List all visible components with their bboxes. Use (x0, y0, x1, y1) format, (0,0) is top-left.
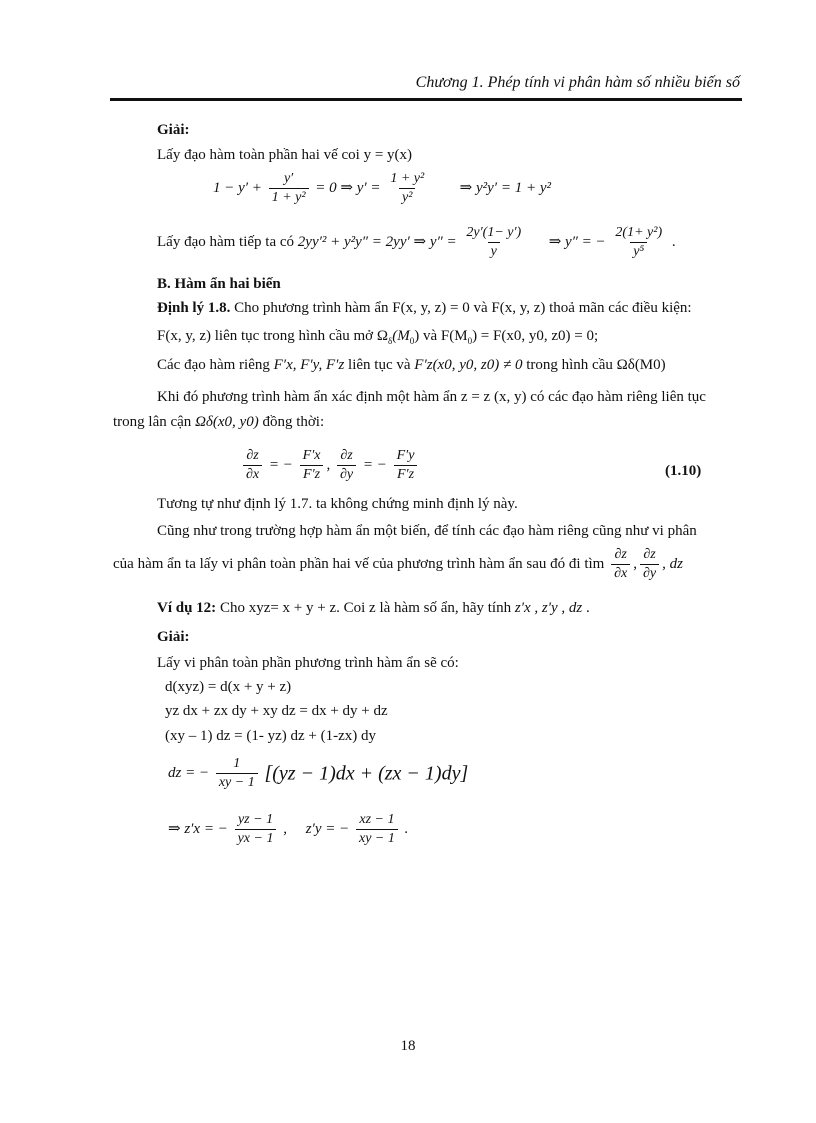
solution-line-2: d(xyz) = d(x + y + z) (165, 679, 292, 695)
eq110-eq-2: = − (362, 457, 387, 473)
eq1-part-a: 1 − y′ + (213, 180, 262, 196)
chapter-header: Chương 1. Phép tính vi phân hàm số nhiều biến số (415, 74, 740, 91)
eq2-frac1-num: 2y′(1− y′) (466, 225, 522, 241)
sol6-f1-den: yx − 1 (235, 829, 277, 847)
cond1-tail: 0, y0, z0) = 0; (513, 328, 599, 344)
para2-frac-1 (611, 547, 630, 582)
sol6-mid: , z′y = − (283, 821, 350, 837)
sol6-tail: . (404, 821, 409, 837)
equation-2 (157, 222, 676, 262)
para2-f2-num: ∂z (643, 547, 656, 563)
solution-line-3: yz dx + zx dy + xy dz = dx + dy + dz (165, 703, 388, 719)
eq1-frac1-den: 1 + y² (269, 188, 309, 206)
eq2-frac1-den: y (488, 242, 500, 260)
sol5-frac (216, 756, 258, 791)
cond2-text-b: liên tục và (344, 357, 415, 373)
cond1-sub-0: 0 (409, 336, 415, 346)
eq2-lead: Lấy đạo hàm tiếp ta có (157, 234, 295, 250)
sol6-f2-den: xy − 1 (356, 829, 398, 847)
paragraph-line-2: của hàm ẩn ta lấy vi phân toàn phần hai vế của phương trình hàm ẩn sau đó đi tìm $\frac{\partial z}{\partial x}$ , $\frac{\partial z}{\partial y}$ , dz (113, 547, 683, 582)
eq1-frac1-num: y′ (283, 171, 294, 187)
solution-line-5 (168, 752, 468, 795)
eq110-f4-den: F′z (394, 465, 417, 483)
theorem-label: Định lý 1.8. (157, 300, 231, 316)
eq110-f3-num: ∂z (340, 448, 353, 464)
sol5-den: xy − 1 (216, 773, 258, 791)
cond2-math-2: F′z(x0, y0, z0) ≠ 0 (414, 357, 523, 373)
condition-1 (157, 326, 598, 351)
para2-f2-den: ∂y (640, 564, 659, 582)
para2-frac-2 (640, 547, 659, 582)
eq2-frac2-den: y⁵ (630, 242, 647, 260)
then2-math: Ωδ(x0, y0) (195, 414, 259, 430)
similar-line: Tương tự như định lý 1.7. ta không chứng minh định lý này. (157, 496, 518, 512)
eq110-frac-2 (300, 448, 324, 483)
example-label: Ví dụ 12: (157, 600, 217, 616)
header-rule (110, 98, 742, 101)
eq1-frac2-num: 1 + y² (390, 171, 425, 187)
sol6-frac-1 (235, 812, 277, 847)
cond1-text-a: F(x, y, z) liên tục trong hình cầu mở Ω (157, 328, 388, 344)
para2-f1-num: ∂z (614, 547, 627, 563)
eq110-f4-num: F′y (396, 448, 415, 464)
eq110-comma: , (326, 457, 331, 473)
eq1-fraction-1 (269, 171, 309, 206)
eq2-part-a: 2yy′² + y²y″ = 2yy′ ⇒ y″ = (297, 234, 457, 250)
solution-line-6 (168, 808, 408, 850)
then2-text-a: trong lân cận (113, 414, 196, 430)
eq1-fraction-2 (387, 171, 427, 206)
then-line-1: Khi đó phương trình hàm ẩn xác định một hàm ẩn z = z (x, y) có các đạo hàm riêng liên tục (157, 389, 706, 405)
cond1-text-b: (M (392, 328, 410, 344)
cond1-sub-1: 0 (467, 336, 473, 346)
cond1-text-c: ) và F(M (414, 328, 468, 344)
eq2-part-b: ⇒ y″ = − (548, 234, 606, 250)
page-number: 18 (400, 1038, 416, 1054)
para2-tail: , dz (662, 556, 683, 572)
cond2-text-c: trong hình cầu Ωδ(M0) (522, 357, 666, 373)
eq2-fraction-1 (463, 225, 524, 260)
eq1-part-b: = 0 ⇒ y′ = (315, 180, 381, 196)
theorem-1-8 (157, 298, 692, 318)
sol5-tail: [(yz − 1)dx + (zx − 1)dy] (264, 762, 469, 785)
sol6-f2-num: xz − 1 (359, 812, 395, 828)
eq110-frac-1 (243, 448, 262, 483)
condition-2 (157, 355, 666, 375)
example-math: z′x , z′y , dz (514, 600, 583, 616)
example-text: Cho xyz= x + y + z. Coi z là hàm số ẩn, hãy tính (216, 600, 515, 616)
eq1-part-c: ⇒ y²y′ = 1 + y² (459, 180, 551, 196)
eq110-frac-3 (337, 448, 356, 483)
solution-line-1: Lấy vi phân toàn phần phương trình hàm ẩn sẽ có: (157, 655, 459, 671)
paragraph-line-1: Cũng như trong trường hợp hàm ẩn một biến, để tính các đạo hàm riêng cũng như vi phân (157, 523, 697, 539)
para2-text: của hàm ẩn ta lấy vi phân toàn phần hai vế của phương trình hàm ẩn sau đó đi tìm (113, 556, 605, 572)
cond1-text-d: ) = F(x (472, 328, 514, 344)
sol6-frac-2 (356, 812, 398, 847)
eq110-f3-den: ∂y (337, 465, 356, 483)
cond1-sub-delta: δ (387, 336, 393, 346)
intro-line-1: Lấy đạo hàm toàn phần hai vế coi y = y(x) (157, 147, 413, 163)
theorem-text: Cho phương trình hàm ẩn F(x, y, z) = 0 và F(x, y, z) thoả mãn các điều kiện: (230, 300, 692, 316)
cond2-text-a: Các đạo hàm riêng (157, 357, 274, 373)
section-b-heading: B. Hàm ẩn hai biến (157, 276, 281, 292)
example-tail: . (582, 600, 590, 616)
eq2-frac2-num: 2(1+ y²) (615, 225, 663, 241)
cond2-math-1: F′x, F′y, F′z (273, 357, 345, 373)
eq110-f2-den: F′z (300, 465, 323, 483)
solution-heading-2: Giải: (157, 629, 190, 645)
equation-1 (213, 168, 551, 208)
sol6-lead: ⇒ z′x = − (168, 821, 228, 837)
then2-text-b: đồng thời: (258, 414, 325, 430)
sol6-f1-num: yz − 1 (237, 812, 274, 828)
eq110-f2-num: F′x (302, 448, 321, 464)
sol5-num: 1 (233, 756, 241, 772)
equation-number: (1.10) (665, 463, 702, 479)
equation-1-10 (240, 443, 420, 487)
solution-heading-1: Giải: (157, 122, 190, 138)
eq110-frac-4 (394, 448, 418, 483)
eq1-frac2-den: y² (399, 188, 415, 206)
then-line-2 (113, 412, 324, 432)
eq110-f1-den: ∂x (243, 465, 262, 483)
example-12 (157, 598, 590, 618)
para2-f1-den: ∂x (611, 564, 630, 582)
eq110-eq-1: = − (268, 457, 293, 473)
eq110-f1-num: ∂z (246, 448, 259, 464)
sol5-lead: dz = − (168, 765, 210, 781)
eq2-fraction-2 (612, 225, 665, 260)
solution-line-4: (xy – 1) dz = (1- yz) dz + (1-zx) dy (165, 728, 377, 744)
eq2-tail: . (671, 234, 676, 250)
